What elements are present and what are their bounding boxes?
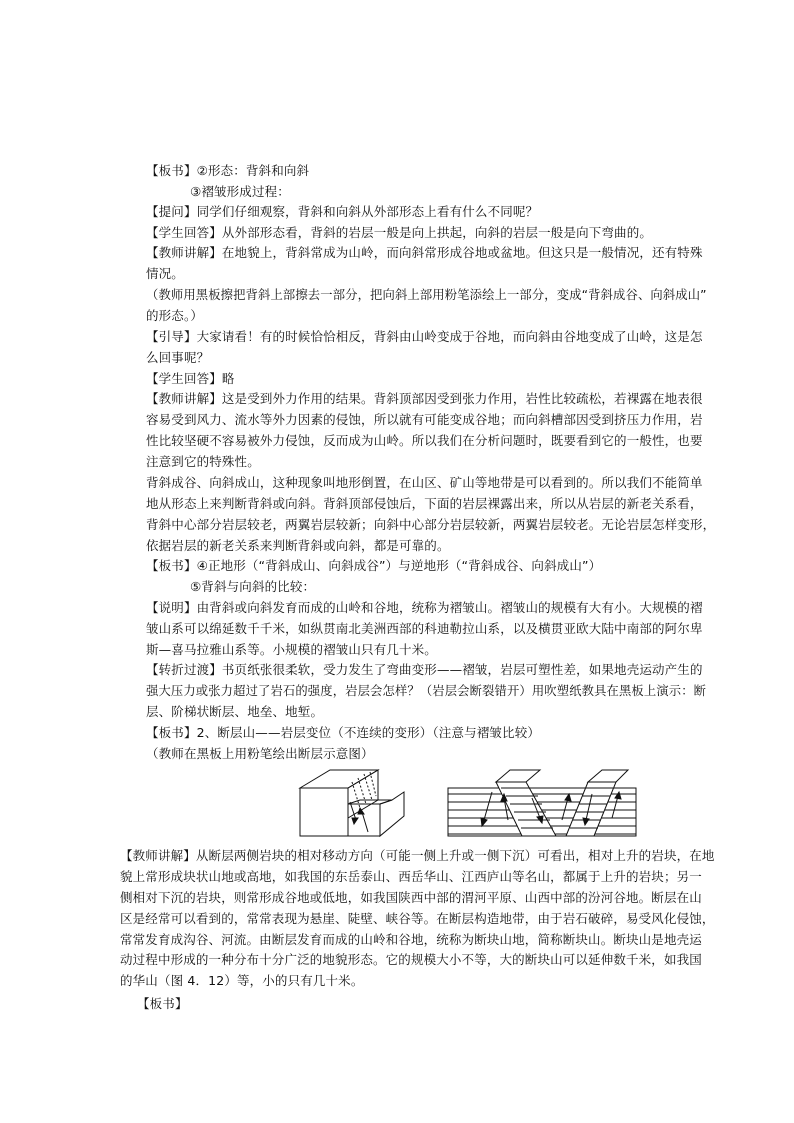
text-line: 【学生回答】略 <box>146 371 235 386</box>
text-line: 【提问】同学们仔细观察，背斜和向斜从外部形态上看有什么不同呢？ <box>146 204 539 219</box>
text-line: 强大压力或张力超过了岩石的强度，岩层会怎样？（岩层会断裂错开）用吹塑纸教具在黑板上演示：断 <box>146 684 707 698</box>
text-line: 区是经常可以看到的，常常表现为悬崖、陡壁、峡谷等。在断层构造地带，由于岩石破碎，易受风化侵蚀， <box>120 911 715 926</box>
text-line: 【转折过渡】书页纸张很柔软，受力发生了弯曲变形——褶皱，岩层可塑性差，如果地壳运动产生的 <box>146 662 703 677</box>
text-line: 【教师讲解】这是受到外力作用的结果。背斜顶部因受到张力作用，岩性比较疏松，若裸露在地表很 <box>146 391 703 406</box>
text-line: 【引导】大家请看！有的时候恰恰相反，背斜由山岭变成于谷地，而向斜由谷地变成了山岭，这是怎 <box>146 329 703 344</box>
text-line: 么回事呢？ <box>146 350 210 365</box>
text-line: 动过程中形成的一种分布十分广泛的地貌形态。它的规模大小不等，大的断块山可以延伸数千米，如我国 <box>120 952 702 967</box>
fault-block-diagram <box>300 770 404 836</box>
text-line: 【板书】 <box>137 996 188 1011</box>
text-line: 斯—喜马拉雅山系等。小规模的褶皱山只有几十米。 <box>146 642 437 657</box>
text-line: （教师在黑板上用粉笔绘出断层示意图） <box>146 746 374 761</box>
text-line: 注意到它的特殊性。 <box>146 454 260 469</box>
text-line: 的华山（图 4．12）等，小的只有几十米。 <box>120 973 364 988</box>
text-line: 【教师讲解】在地貌上，背斜常成为山岭，而向斜常形成谷地或盆地。但这只是一般情况，还有特殊 <box>146 245 703 260</box>
text-line: 的形态。） <box>146 308 204 323</box>
text-line: ⑤背斜与向斜的比较： <box>190 579 316 594</box>
fault-diagram <box>296 768 648 840</box>
text-line: （教师用黑板擦把背斜上部擦去一部分，把向斜上部用粉笔添绘上一部分，变成“背斜成谷、向斜成山” <box>146 288 707 302</box>
text-line: 皱山系可以绵延数千千米，如纵贯南北美洲西部的科迪勒拉山系，以及横贯亚欧大陆中南部的阿尔卑 <box>146 621 703 636</box>
text-line: 【板书】②形态：背斜和向斜 <box>146 163 310 178</box>
text-line: 地从形态上来判断背斜或向斜。背斜顶部侵蚀后，下面的岩层裸露出来，所以从岩层的新老关系看， <box>146 496 703 511</box>
text-line: 情况。 <box>146 266 184 281</box>
text-line: 背斜成谷、向斜成山，这种现象叫地形倒置，在山区、矿山等地带是可以看到的。所以我们不能简单 <box>146 475 703 490</box>
text-line: 性比较坚硬不容易被外力侵蚀，反而成为山岭。所以我们在分析问题时，既要看到它的一般性，也要 <box>146 433 703 448</box>
text-line: ③褶皱形成过程： <box>190 184 290 199</box>
text-line: 【教师讲解】从断层两侧岩块的相对移动方向（可能一侧上升或一侧下沉）可看出，相对上升的岩块，在地 <box>120 848 715 863</box>
text-line: 【说明】由背斜或向斜发育而成的山岭和谷地，统称为褶皱山。褶皱山的规模有大有小。大规模的褶 <box>146 600 703 615</box>
text-line: 常常发育成沟谷、河流。由断层发育而成的山岭和谷地，统称为断块山地，简称断块山。断块山是地壳运 <box>120 932 702 947</box>
text-line: 【板书】2、断层山——岩层变位（不连续的变形）（注意与褶皱比较） <box>146 725 541 740</box>
text-line: 【学生回答】从外部形态看，背斜的岩层一般是向上拱起，向斜的岩层一般是向下弯曲的。 <box>146 225 653 240</box>
graben-horst-diagram <box>448 770 636 836</box>
text-line: 容易受到风力、流水等外力因素的侵蚀，所以就有可能变成谷地；而向斜槽部因受到挤压力作用，岩 <box>146 412 703 427</box>
text-line: 依据岩层的新老关系来判断背斜或向斜，都是可靠的。 <box>146 538 450 553</box>
text-line: 层、阶梯状断层、地垒、地堑。 <box>146 704 324 719</box>
text-line: 【板书】④正地形（“背斜成山、向斜成谷”）与逆地形（“背斜成谷、向斜成山”） <box>146 558 602 573</box>
text-line: 侧相对下沉的岩块，则常形成谷地或低地，如我国陕西中部的渭河平原、山西中部的汾河谷地。断层在山 <box>120 890 702 905</box>
text-line: 貌上常形成块状山地或高地，如我国的东岳泰山、西岳华山、江西庐山等名山，都属于上升的岩块；另一 <box>120 869 702 884</box>
text-line: 背斜中心部分岩层较老，两翼岩层较新；向斜中心部分岩层较新，两翼岩层较老。无论岩层怎样变形， <box>146 517 716 532</box>
